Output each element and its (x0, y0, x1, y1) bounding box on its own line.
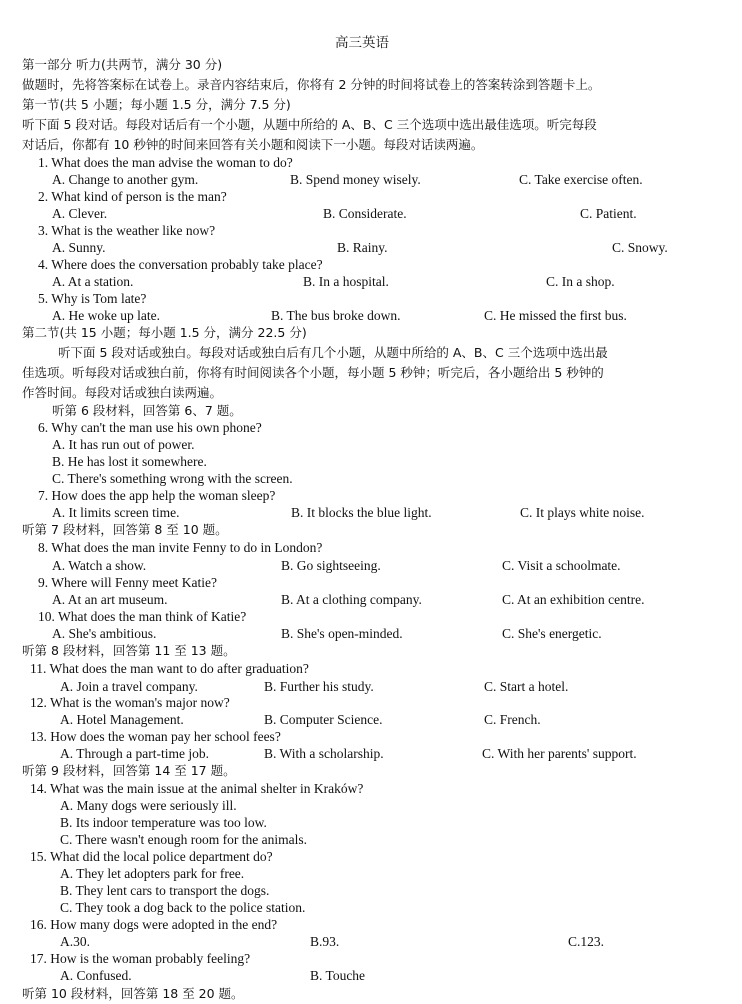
question-5: 5. Why is Tom late? (38, 291, 147, 306)
part1-instruction: 做题时，先将答案标在试卷上。录音内容结束后，你将有 2 分钟的时间将试卷上的答案转涂到答题卡上。 (22, 77, 601, 92)
option-12a: A. Hotel Management. (60, 712, 184, 727)
option-14c: C. There wasn't enough room for the animals. (60, 832, 308, 847)
question-10: 10. What does the man think of Katie? (38, 609, 247, 624)
option-11b: B. Further his study. (264, 679, 374, 694)
section2-instruction-line: 听下面 5 段对话或独白。每段对话或独白后有几个小题，从题中所给的 A、B、C 三个选项中选出最 (58, 345, 608, 360)
option-8c: C. Visit a schoolmate. (502, 558, 621, 573)
option-1b: B. Spend money wisely. (290, 172, 421, 187)
option-17b: B. Touche (310, 968, 366, 983)
option-10a: A. She's ambitious. (52, 626, 157, 641)
option-6a: A. It has run out of power. (52, 437, 195, 452)
question-16: 16. How many dogs were adopted in the end? (30, 917, 278, 932)
option-5c: C. He missed the first bus. (484, 308, 627, 323)
question-6: 6. Why can't the man use his own phone? (38, 420, 262, 435)
question-8: 8. What does the man invite Fenny to do in London? (38, 540, 323, 555)
option-14a: A. Many dogs were seriously ill. (60, 798, 237, 813)
option-13a: A. Through a part-time job. (60, 746, 209, 761)
material-9-heading: 听第 9 段材料，回答第 14 至 17 题。 (22, 763, 236, 778)
option-2a: A. Clever. (52, 206, 108, 221)
option-17a: A. Confused. (60, 968, 132, 983)
option-9b: B. At a clothing company. (281, 592, 422, 607)
section2-instruction-line: 作答时间。每段对话或独白读两遍。 (22, 385, 223, 400)
part1-heading: 第一部分 听力(共两节，满分 30 分) (22, 57, 223, 72)
option-16c: C.123. (568, 934, 605, 949)
option-6b: B. He has lost it somewhere. (52, 454, 207, 469)
section1-instruction-line: 对话后，你都有 10 秒钟的时间来回答有关小题和阅读下一小题。每段对话读两遍。 (22, 137, 484, 152)
question-4: 4. Where does the conversation probably take place? (38, 257, 323, 272)
option-8a: A. Watch a show. (52, 558, 147, 573)
option-1a: A. Change to another gym. (52, 172, 199, 187)
option-15a: A. They let adopters park for free. (60, 866, 245, 881)
option-8b: B. Go sightseeing. (281, 558, 381, 573)
option-5b: B. The bus broke down. (271, 308, 401, 323)
question-15: 15. What did the local police department do? (30, 849, 273, 864)
question-12: 12. What is the woman's major now? (30, 695, 230, 710)
option-13b: B. With a scholarship. (264, 746, 384, 761)
option-10b: B. She's open-minded. (281, 626, 403, 641)
question-3: 3. What is the weather like now? (38, 223, 216, 238)
option-9a: A. At an art museum. (52, 592, 168, 607)
option-15b: B. They lent cars to transport the dogs. (60, 883, 270, 898)
option-3a: A. Sunny. (52, 240, 106, 255)
question-14: 14. What was the main issue at the animal shelter in Kraków? (30, 781, 364, 796)
material-10-heading: 听第 10 段材料，回答第 18 至 20 题。 (22, 986, 244, 1001)
question-11: 11. What does the man want to do after graduation? (30, 661, 309, 676)
option-11a: A. Join a travel company. (60, 679, 198, 694)
option-4c: C. In a shop. (546, 274, 615, 289)
option-7b: B. It blocks the blue light. (291, 505, 432, 520)
option-12b: B. Computer Science. (264, 712, 383, 727)
option-5a: A. He woke up late. (52, 308, 160, 323)
option-15c: C. They took a dog back to the police station. (60, 900, 306, 915)
option-3b: B. Rainy. (337, 240, 388, 255)
page-title: 高三英语 (335, 35, 389, 51)
option-14b: B. Its indoor temperature was too low. (60, 815, 267, 830)
option-9c: C. At an exhibition centre. (502, 592, 645, 607)
material-8-heading: 听第 8 段材料，回答第 11 至 13 题。 (22, 643, 236, 658)
question-7: 7. How does the app help the woman sleep? (38, 488, 276, 503)
question-2: 2. What kind of person is the man? (38, 189, 227, 204)
option-2c: C. Patient. (580, 206, 637, 221)
section1-heading: 第一节(共 5 小题；每小题 1.5 分，满分 7.5 分) (22, 97, 291, 112)
material-6-heading: 听第 6 段材料，回答第 6、7 题。 (52, 403, 242, 418)
option-7c: C. It plays white noise. (520, 505, 645, 520)
option-16b: B.93. (310, 934, 340, 949)
option-11c: C. Start a hotel. (484, 679, 569, 694)
option-10c: C. She's energetic. (502, 626, 602, 641)
question-17: 17. How is the woman probably feeling? (30, 951, 251, 966)
option-13c: C. With her parents' support. (482, 746, 637, 761)
option-4a: A. At a station. (52, 274, 134, 289)
section2-instruction-line: 佳选项。听每段对话或独白前，你将有时间阅读各个小题，每小题 5 秒钟；听完后，各小题给出 5 秒钟的 (22, 365, 604, 380)
option-12c: C. French. (484, 712, 541, 727)
option-2b: B. Considerate. (323, 206, 407, 221)
option-3c: C. Snowy. (612, 240, 668, 255)
section2-heading: 第二节(共 15 小题；每小题 1.5 分，满分 22.5 分) (22, 325, 307, 340)
option-16a: A.30. (60, 934, 90, 949)
question-13: 13. How does the woman pay her school fees? (30, 729, 281, 744)
question-1: 1. What does the man advise the woman to do? (38, 155, 293, 170)
option-6c: C. There's something wrong with the screen. (52, 471, 293, 486)
option-7a: A. It limits screen time. (52, 505, 180, 520)
section1-instruction-line: 听下面 5 段对话。每段对话后有一个小题，从题中所给的 A、B、C 三个选项中选出最佳选项。听完每段 (22, 117, 597, 132)
option-1c: C. Take exercise often. (519, 172, 643, 187)
option-4b: B. In a hospital. (303, 274, 389, 289)
material-7-heading: 听第 7 段材料，回答第 8 至 10 题。 (22, 522, 228, 537)
question-9: 9. Where will Fenny meet Katie? (38, 575, 217, 590)
